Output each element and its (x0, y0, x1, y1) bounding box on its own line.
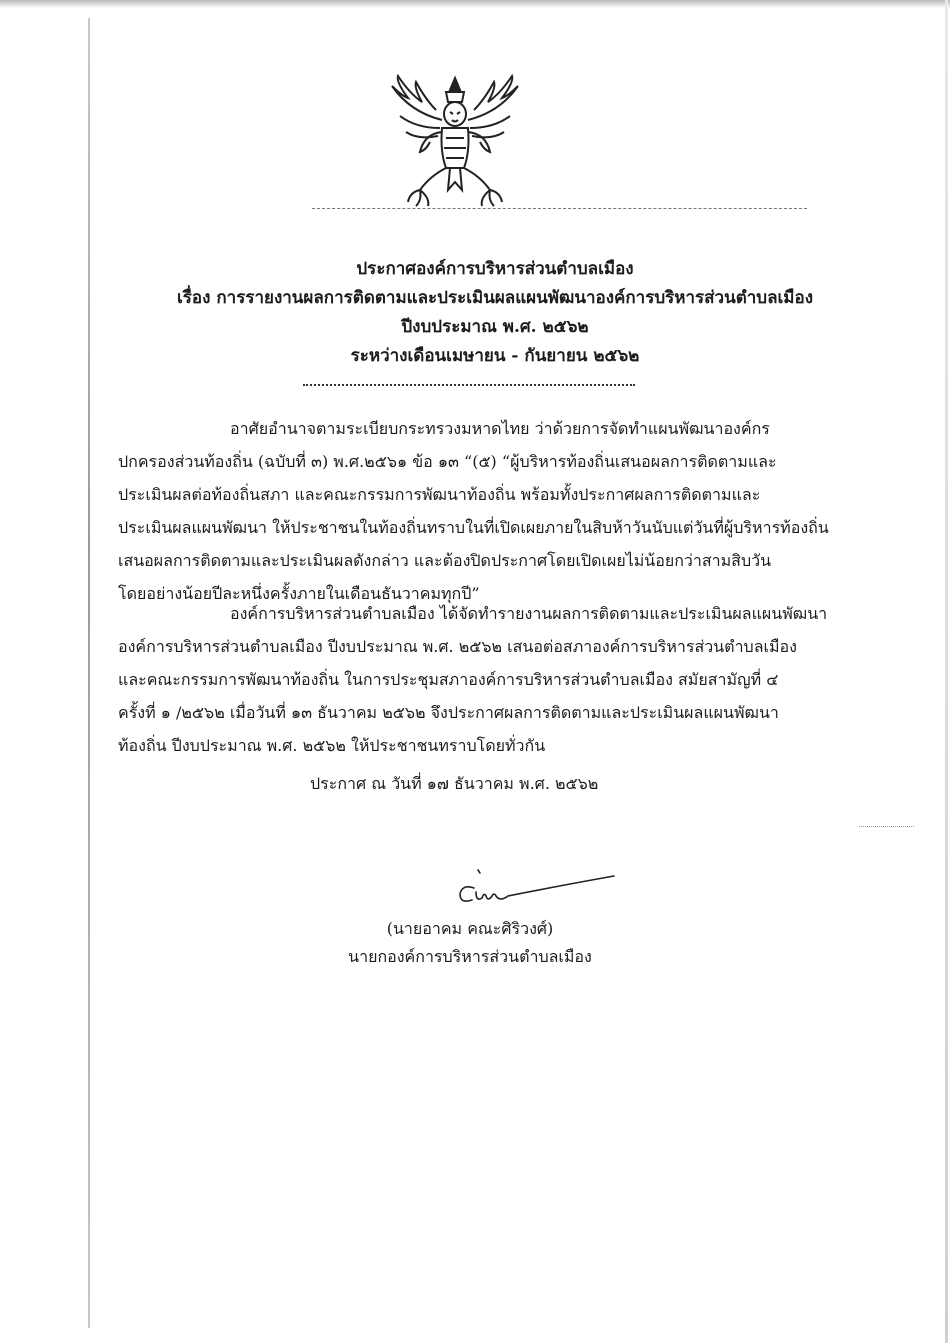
dotted-separator (303, 384, 635, 386)
paragraph-line: อาศัยอำนาจตามระเบียบกระทรวงมหาดไทย ว่าด้วยการจัดทำแผนพัฒนาองค์กร (230, 419, 770, 438)
title-line-1: ประกาศองค์การบริหารส่วนตำบลเมือง (356, 259, 634, 279)
paragraph-line: ท้องถิ่น ปีงบประมาณ พ.ศ. ๒๕๖๒ ให้ประชาชนทราบโดยทั่วกัน (118, 736, 546, 755)
paragraph-line: ประเมินผลแผนพัฒนา ให้ประชาชนในท้องถิ่นทราบในที่เปิดเผยภายในสิบห้าวันนับแต่วันที่ผู้บริหารท้องถิ่น (118, 518, 829, 537)
paragraph-2 (118, 597, 833, 762)
paragraph-line: องค์การบริหารส่วนตำบลเมือง ปีงบประมาณ พ.ศ. ๒๕๖๒ เสนอต่อสภาองค์การบริหารส่วนตำบลเมือง (118, 637, 797, 656)
announcement-title (110, 255, 880, 371)
paragraph-line: และคณะกรรมการพัฒนาท้องถิ่น ในการประชุมสภาองค์การบริหารส่วนตำบลเมือง สมัยสามัญที่ ๔ (118, 670, 779, 689)
scan-edge-left (88, 18, 90, 1328)
scan-edge-top (0, 0, 950, 8)
title-line-4: ระหว่างเดือนเมษายน - กันยายน ๒๕๖๒ (350, 346, 640, 366)
paragraph-1 (118, 412, 833, 610)
paragraph-line: องค์การบริหารส่วนตำบลเมือง ได้จัดทำรายงานผลการติดตามและประเมินผลแผนพัฒนา (230, 604, 828, 623)
emblem-underline (312, 208, 807, 209)
paragraph-line: โดยอย่างน้อยปีละหนึ่งครั้งภายในเดือนธันวาคมทุกปี” (118, 584, 480, 603)
signer-block (330, 915, 610, 971)
scan-edge-right (945, 0, 948, 1343)
garuda-emblem-icon (380, 72, 530, 210)
signer-position: นายกองค์การบริหารส่วนตำบลเมือง (348, 947, 592, 966)
scan-mark (859, 826, 914, 827)
paragraph-line: เสนอผลการติดตามและประเมินผลดังกล่าว และต้องปิดประกาศโดยเปิดเผยไม่น้อยกว่าสามสิบวัน (118, 551, 772, 570)
title-line-3: ปีงบประมาณ พ.ศ. ๒๕๖๒ (401, 317, 589, 337)
paragraph-line: ปกครองส่วนท้องถิ่น (ฉบับที่ ๓) พ.ศ.๒๕๖๑ ข้อ ๑๓ “(๕) “ผู้บริหารท้องถิ่นเสนอผลการติดตามและ (118, 452, 777, 471)
handwritten-signature (448, 866, 618, 910)
signer-name: (นายอาคม คณะศิริวงศ์) (386, 919, 554, 938)
paragraph-line: ครั้งที่ ๑ /๒๕๖๒ เมื่อวันที่ ๑๓ ธันวาคม ๒๕๖๒ จึงประกาศผลการติดตามและประเมินผลแผนพัฒนา (118, 703, 779, 722)
paragraph-line: ประเมินผลต่อท้องถิ่นสภา และคณะกรรมการพัฒนาท้องถิ่น พร้อมทั้งประกาศผลการติดตามและ (118, 485, 761, 504)
title-line-2: เรื่อง การรายงานผลการติดตามและประเมินผลแผนพัฒนาองค์การบริหารส่วนตำบลเมือง (176, 288, 814, 308)
announcement-date: ประกาศ ณ วันที่ ๑๗ ธันวาคม พ.ศ. ๒๕๖๒ (310, 774, 599, 793)
